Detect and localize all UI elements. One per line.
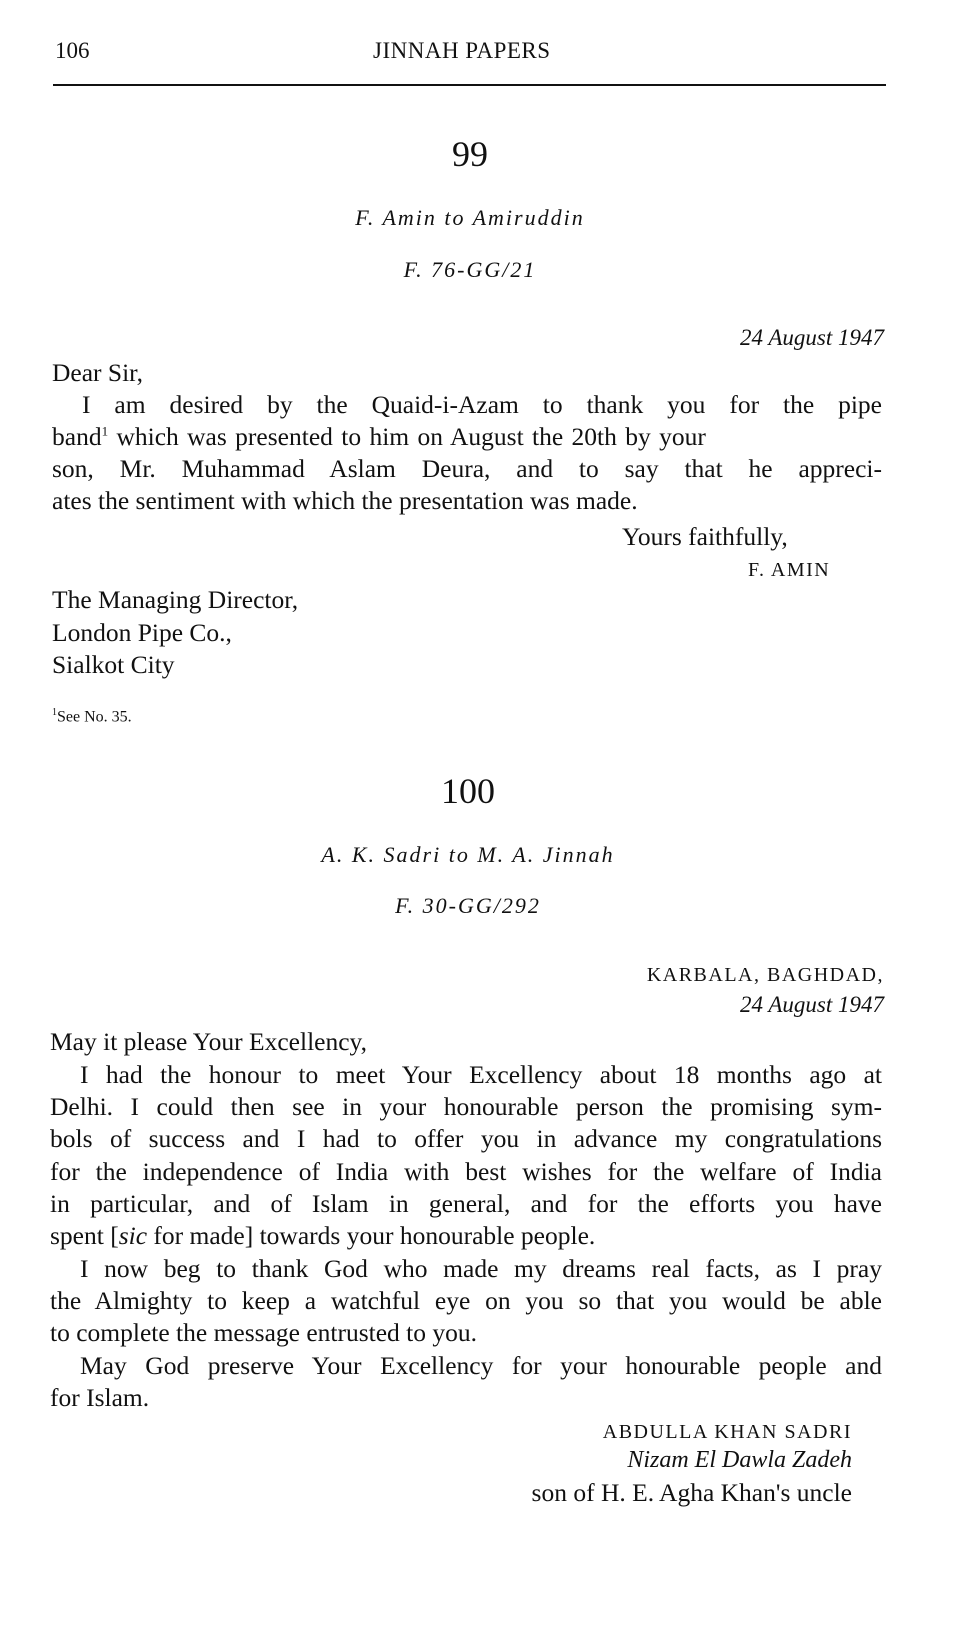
- doc-100-sic: sic: [118, 1221, 148, 1250]
- doc-100-title-text: A. K. Sadri to M. A.: [321, 842, 543, 867]
- doc-100-place: KARBALA, BAGHDAD,: [646, 964, 884, 986]
- doc-99-body-line: ates the sentiment with which the presentation was made.: [52, 486, 638, 515]
- doc-99-file-ref: F. 76-GG/21: [403, 257, 537, 282]
- doc-100-para1-line: [50, 1221, 595, 1251]
- doc-100-signature: ABDULLA KHAN SADRI: [602, 1421, 852, 1443]
- doc-100-para1-line: in particular, and of Islam in general, and for the efforts you have: [50, 1189, 882, 1218]
- doc-99-body-line: [52, 422, 882, 452]
- doc-100-para1-line: I had the honour to meet Your Excellency about 18 months ago at: [80, 1060, 882, 1089]
- doc-100-para3-line: May God preserve Your Excellency for your honourable people and: [80, 1351, 882, 1380]
- running-title: JINNAH PAPERS: [373, 38, 551, 63]
- doc-100-para2-line: the Almighty to keep a watchful eye on you so that you would be able: [50, 1286, 882, 1315]
- doc-100-para2-line: I now beg to thank God who made my dreams real facts, as I pray: [80, 1254, 882, 1283]
- footnote-marker: 1: [101, 423, 109, 439]
- doc-100-signature-title: Nizam El Dawla Zadeh: [627, 1447, 852, 1473]
- doc-99-address-line: London Pipe Co.,: [52, 618, 232, 647]
- footnote-number: 1: [52, 707, 57, 718]
- doc-100-text: for made] towards your honourable people.: [147, 1221, 596, 1250]
- footnote-text: See No. 35.: [57, 708, 132, 726]
- page-number: 106: [55, 38, 90, 63]
- doc-100-para1-line: bols of success and I had to offer you in advance my congratulations: [50, 1124, 882, 1153]
- doc-99-body-line: son, Mr. Muhammad Aslam Deura, and to say that he appreci-: [52, 454, 882, 483]
- doc-100-file-ref: F. 30-GG/292: [395, 893, 541, 918]
- doc-100-signature-relation: son of H. E. Agha Khan's uncle: [531, 1478, 852, 1507]
- doc-99-body-line: I am desired by the Quaid-i-Azam to thank you for the pipe: [82, 390, 882, 419]
- doc-100-title: [0, 842, 936, 868]
- doc-100-para1-line: Delhi. I could then see in your honourable person the promising sym-: [50, 1092, 882, 1121]
- doc-99-signature: F. AMIN: [748, 559, 831, 581]
- doc-99-number: 99: [452, 134, 488, 174]
- doc-99-body-word: band: [52, 422, 102, 451]
- doc-99-date: 24 August 1947: [740, 325, 884, 350]
- doc-99-salutation: Dear Sir,: [52, 358, 144, 387]
- doc-100-date: 24 August 1947: [740, 992, 884, 1017]
- doc-99-title: F. Amin to Amiruddin: [355, 205, 585, 230]
- doc-99-closing: Yours faithfully,: [622, 522, 788, 551]
- doc-100-para2-line: to complete the message entrusted to you.: [50, 1318, 478, 1347]
- doc-100-para1-line: for the independence of India with best wishes for the welfare of India: [50, 1157, 882, 1186]
- doc-100-para3-line: for Islam.: [50, 1383, 150, 1412]
- doc-99-body-text: which was presented to him on August the 20th by your: [108, 422, 706, 451]
- doc-99-address-line: Sialkot City: [52, 650, 175, 679]
- header-rule: [53, 84, 886, 86]
- doc-100-title-name: Jinnah: [542, 842, 615, 867]
- doc-99-footnote: [52, 707, 132, 726]
- doc-99-address-line: The Managing Director,: [52, 585, 299, 614]
- doc-100-text: spent [: [50, 1221, 119, 1250]
- doc-100-salutation: May it please Your Excellency,: [50, 1027, 368, 1056]
- doc-100-number: 100: [441, 771, 495, 811]
